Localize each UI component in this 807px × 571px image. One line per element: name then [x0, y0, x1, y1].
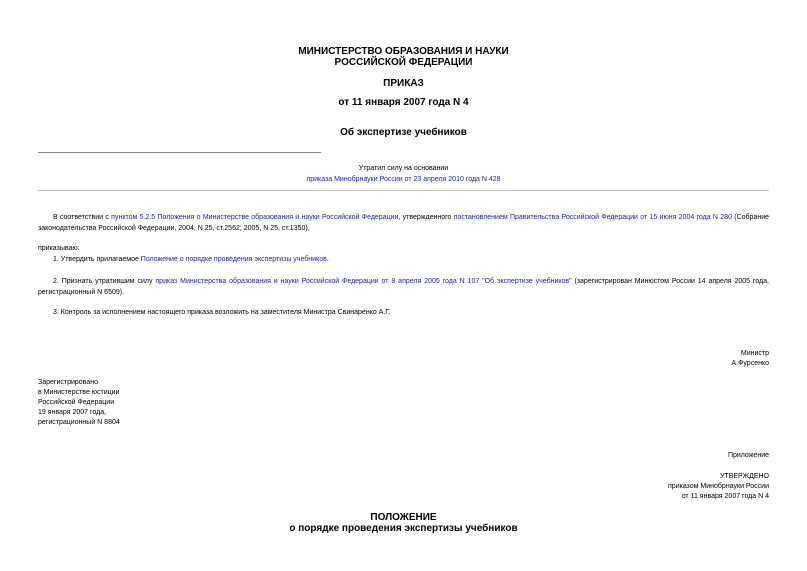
approved-by: приказом Минобрнауки России — [668, 483, 769, 490]
repeal-order-link[interactable]: приказа Минобрнауки России от 23 апреля 2010 года N 428 — [306, 176, 501, 183]
preamble-paragraph — [38, 212, 769, 234]
order-word: приказываю: — [38, 245, 80, 252]
ministry-name-line2: РОССИЙСКОЙ ФЕДЕРАЦИИ — [334, 57, 473, 68]
item1-suffix: . — [326, 256, 329, 263]
signature-name: А.Фурсенко — [731, 360, 769, 367]
order-item-2 — [38, 276, 769, 298]
regulation-title: ПОЛОЖЕНИЕ — [370, 512, 437, 523]
registration-line3: Российской Федерации — [38, 399, 115, 406]
ministry-name-line1: МИНИСТЕРСТВО ОБРАЗОВАНИЯ И НАУКИ — [298, 46, 509, 57]
item2-suffix: (зарегистрирован Минюстом России 14 апреля 2005 года, регистрационный N 6509). — [38, 278, 769, 296]
appendix-label: Приложение — [727, 452, 769, 459]
approved-date: от 11 января 2007 года N 4 — [681, 493, 769, 500]
preamble-middle: , утвержденного — [398, 214, 454, 221]
document-type: ПРИКАЗ — [383, 78, 424, 89]
registration-line5: регистрационный N 8804 — [38, 419, 120, 426]
document-date: от 11 января 2007 года N 4 — [338, 97, 469, 108]
item1-prefix: 1. Утвердить прилагаемое — [53, 256, 141, 263]
ministry-regulation-link[interactable]: пунктом 5.2.5 Положения о Министерстве образования и науки Российской Федерации — [111, 214, 399, 221]
approved-label: УТВЕРЖДЕНО — [719, 473, 769, 480]
government-decree-link[interactable]: постановлением Правительства Российской Федерации от 15 июня 2004 года N 280 — [453, 214, 732, 221]
regulation-subtitle: о порядке проведения экспертизы учебников — [289, 523, 518, 534]
document-title: Об экспертизе учебников — [340, 127, 467, 138]
status-divider — [38, 190, 769, 191]
repealed-order-link[interactable]: приказ Министерства образования и науки Российской Федерации от 8 апреля 2005 года N 107 "Об экспертизе учебников" — [155, 278, 572, 285]
status-link-line — [0, 174, 807, 185]
regulation-link[interactable]: Положение о порядке проведения экспертизы учебников — [140, 256, 327, 263]
registration-line2: в Министерстве юстиции — [38, 389, 120, 396]
item2-prefix: 2. Признать утратившим силу — [53, 278, 156, 285]
registration-line1: Зарегистрировано — [38, 379, 98, 386]
status-note: Утратил силу на основании — [358, 165, 449, 172]
order-item-3: 3. Контроль за исполнением настоящего приказа возложить на заместителя Министра Свинаренко А.Г. — [53, 309, 391, 316]
preamble-prefix: В соответствии с — [53, 214, 112, 221]
header-divider — [38, 152, 321, 153]
registration-line4: 19 января 2007 года, — [38, 409, 107, 416]
signature-title: Министр — [740, 350, 769, 357]
order-item-1 — [53, 254, 769, 265]
preamble-suffix: (Собрание законодательства Российской Федерации, 2004, N 25, ст.2562; 2005, N 25, ст.1350), — [38, 214, 770, 232]
